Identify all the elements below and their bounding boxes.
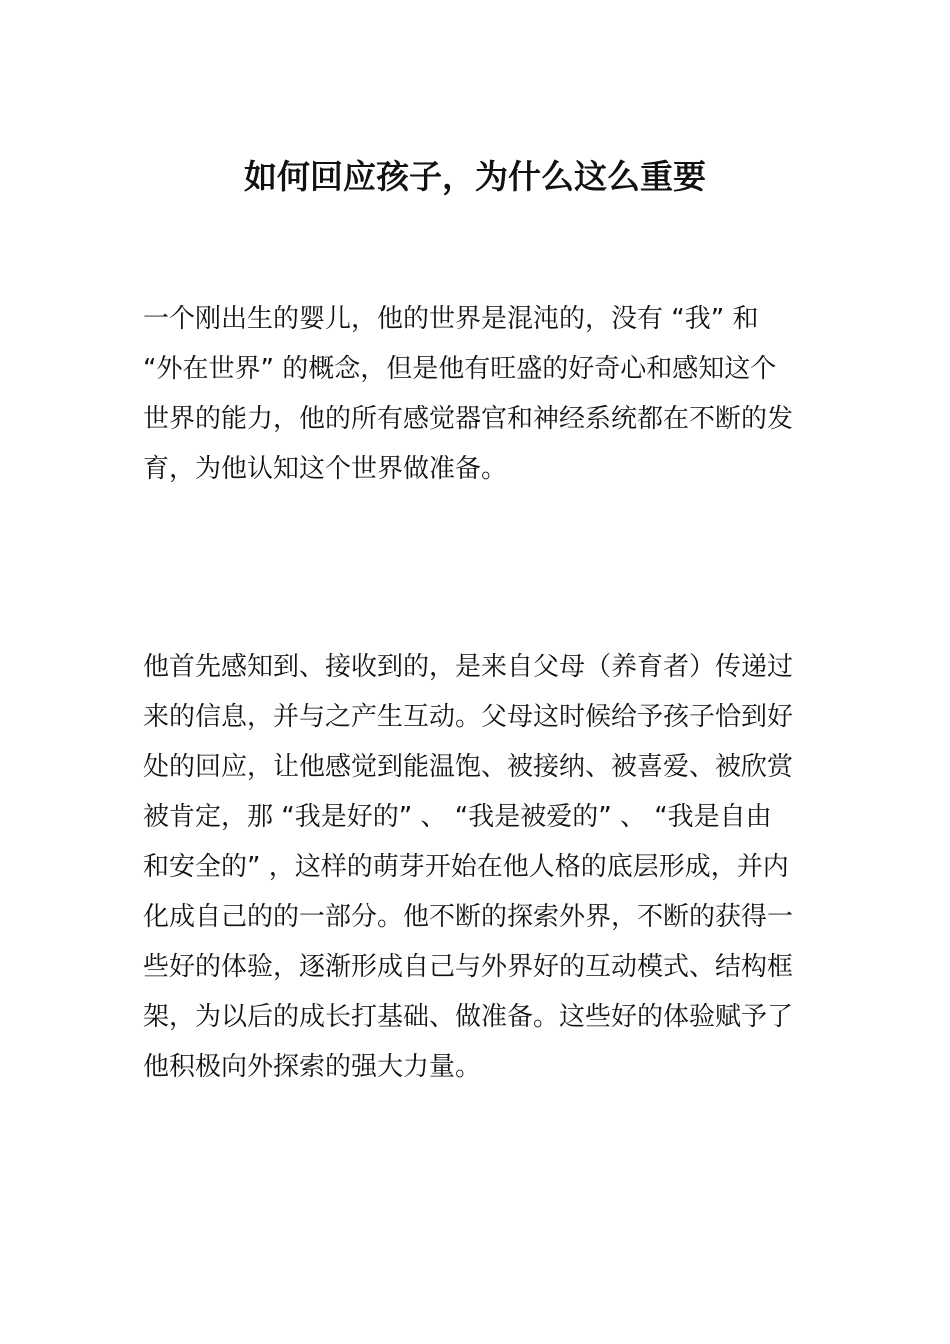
paragraph-line: 一个刚出生的婴儿，他的世界是混沌的，没有 “我” 和 — [143, 304, 759, 334]
paragraph-line: 来的信息，并与之产生互动。父母这时候给予孩子恰到好 — [143, 702, 794, 732]
paragraph-line: 他积极向外探索的强大力量。 — [143, 1052, 482, 1082]
paragraph-line: 育，为他认知这个世界做准备。 — [143, 454, 508, 484]
paragraph-line: 被肯定，那 “我是好的” 、 “我是被爱的” 、 “我是自由 — [143, 802, 772, 832]
paragraph-2 — [143, 642, 811, 1092]
document-title: 如何回应孩子，为什么这么重要 — [244, 157, 706, 196]
paragraph-line: 化成自己的的一部分。他不断的探索外界，不断的获得一 — [143, 902, 794, 932]
paragraph-1 — [143, 294, 811, 494]
paragraph-line: 世界的能力，他的所有感觉器官和神经系统都在不断的发 — [143, 404, 794, 434]
paragraph-line: 他首先感知到、接收到的，是来自父母（养育者）传递过 — [143, 652, 794, 682]
paragraph-line: 些好的体验，逐渐形成自己与外界好的互动模式、结构框 — [143, 952, 794, 982]
paragraph-line: 和安全的” ，这样的萌芽开始在他人格的底层形成，并内 — [143, 852, 789, 882]
paragraph-line: “外在世界” 的概念，但是他有旺盛的好奇心和感知这个 — [143, 354, 777, 384]
paragraph-line: 处的回应，让他感觉到能温饱、被接纳、被喜爱、被欣赏 — [143, 752, 794, 782]
paragraph-line: 架，为以后的成长打基础、做准备。这些好的体验赋予了 — [143, 1002, 794, 1032]
